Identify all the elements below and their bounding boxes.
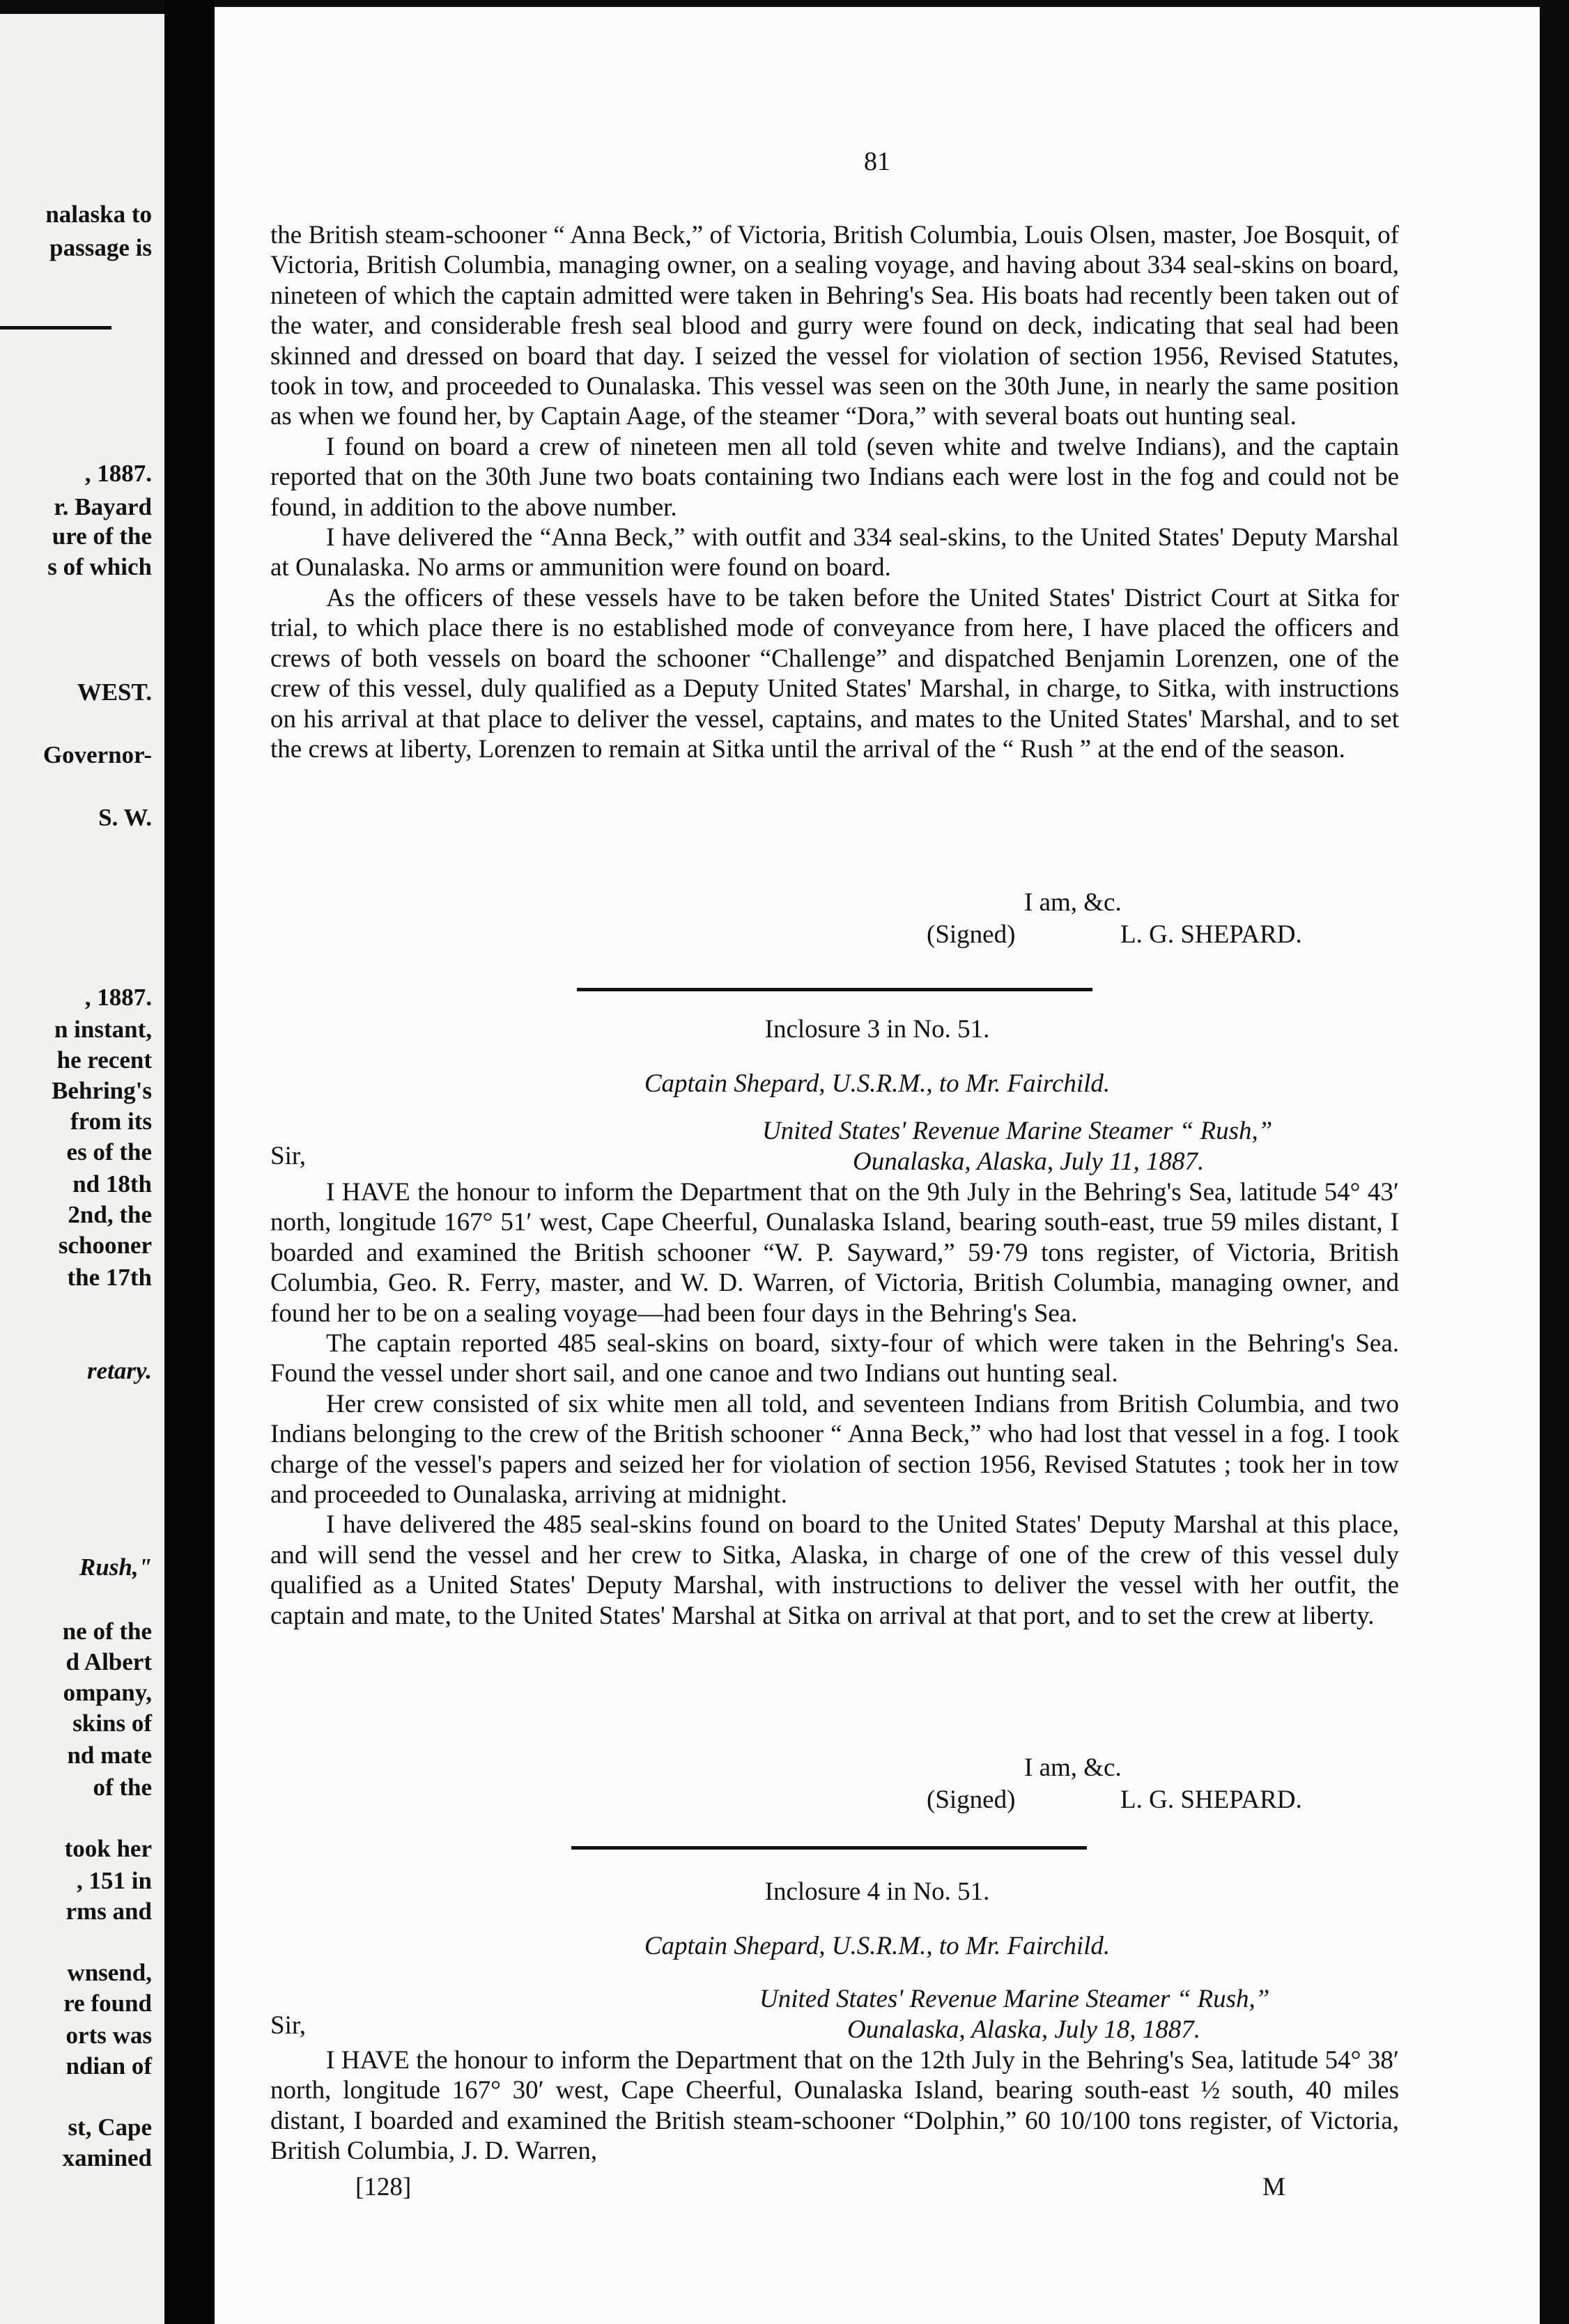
margin-line: , 1887. bbox=[84, 984, 152, 1011]
paragraph: I have delivered the “Anna Beck,” with outfit and 334 seal-skins, to the United States' Deputy Marshal at Ounalaska. No arms or ammunition were found on board. bbox=[270, 523, 1399, 582]
section1-body bbox=[270, 220, 1399, 764]
footer-signature-mark: M bbox=[1262, 2173, 1285, 2201]
adjacent-page-fragment bbox=[0, 14, 164, 2324]
margin-line: , 151 in bbox=[77, 1867, 152, 1894]
salutation: Sir, bbox=[270, 1142, 306, 1170]
paragraph: Her crew consisted of six white men all told, and seventeen Indians from British Columbia, and two Indians belonging to the crew of the British schooner “ Anna Beck,” who had lost that vessel in a fog. I took charge of the vessel's papers and seized her for violation of section 1956, Revised Statutes ; took her in tow and proceeded to Ounalaska, arriving at midnight. bbox=[270, 1389, 1399, 1510]
margin-line: WEST. bbox=[77, 679, 152, 706]
margin-line: Rush," bbox=[79, 1554, 152, 1581]
margin-line: of the bbox=[93, 1774, 152, 1801]
paragraph: the British steam-schooner “ Anna Beck,” of Victoria, British Columbia, Louis Olsen, master, Joe Bosquit, of Victoria, British Columbia, managing owner, on a sealing voyage, and having about 334 seal-skins on board, nineteen of which the captain admitted were taken in Behring's Sea. His boats had recently been taken out of the water, and considerable fresh seal blood and gurry were found on deck, indicating that seal had been skinned and dressed on board that day. I seized the vessel for violation of section 1956, Revised Statutes, took in tow, and proceeded to Ounalaska. This vessel was seen on the 30th June, in nearly the same position as when we found her, by Captain Aage, of the steamer “Dora,” with several boats out hunting seal. bbox=[270, 221, 1399, 431]
inclosure3-body bbox=[270, 1177, 1399, 1631]
margin-line: r. Bayard bbox=[54, 493, 152, 520]
margin-line: ndian of bbox=[65, 2052, 152, 2079]
address-line: United States' Revenue Marine Steamer “ Rush,” bbox=[762, 1117, 1273, 1145]
section-divider bbox=[571, 1846, 1087, 1850]
margin-line: nd 18th bbox=[72, 1170, 152, 1198]
section-divider bbox=[577, 988, 1092, 991]
address-line: United States' Revenue Marine Steamer “ Rush,” bbox=[759, 1985, 1270, 2013]
paragraph: The captain reported 485 seal-skins on board, sixty-four of which were taken in the Behring's Sea. Found the vessel under short sail, and one canoe and two Indians out hunting seal. bbox=[270, 1329, 1399, 1388]
book-gutter bbox=[164, 0, 215, 2324]
margin-line: 2nd, the bbox=[68, 1201, 152, 1228]
margin-rule bbox=[0, 326, 111, 330]
margin-line: the 17th bbox=[67, 1264, 152, 1291]
paragraph: As the officers of these vessels have to be taken before the United States' District Court at Sitka for trial, to which place there is no established mode of conveyance from here, I have placed the officers and crews of both vessels on board the schooner “Challenge” and dispatched Benjamin Lorenzen, one of the crew of this vessel, duly qualified as a Deputy United States' Marshal, in charge, to Sitka, with instructions on his arrival at that place to deliver the vessel, captains, and mates to the United States' Marshal, and to set the crews at liberty, Lorenzen to remain at Sitka until the arrival of the “ Rush ” at the end of the season. bbox=[270, 583, 1399, 764]
margin-line: nalaska to bbox=[45, 201, 152, 228]
margin-line: from its bbox=[70, 1108, 152, 1135]
closing: I am, &c. bbox=[1024, 888, 1122, 917]
margin-line: Governor- bbox=[42, 741, 152, 768]
inclosure4-body bbox=[270, 2045, 1399, 2167]
margin-line: skins of bbox=[72, 1710, 152, 1737]
signer-name: L. G. SHEPARD. bbox=[1120, 920, 1302, 949]
main-page bbox=[215, 7, 1540, 2324]
footer-page-mark: [128] bbox=[355, 2173, 412, 2201]
margin-line: ompany, bbox=[63, 1679, 152, 1706]
margin-line: nd mate bbox=[67, 1742, 152, 1769]
margin-line: took her bbox=[64, 1835, 152, 1862]
margin-line: ure of the bbox=[52, 522, 152, 550]
salutation: Sir, bbox=[270, 2011, 306, 2040]
margin-line: d Albert bbox=[65, 1648, 152, 1675]
signed-label: (Signed) bbox=[927, 920, 1016, 949]
paragraph: I HAVE the honour to inform the Department that on the 9th July in the Behring's Sea, latitude 54° 43′ north, longitude 167° 51′ west, Cape Cheerful, Ounalaska Island, bearing south-east, true 59 miles distant, I boarded and examined the British schooner “W. P. Sayward,” 59·79 tons register, of Victoria, British Columbia, Geo. R. Ferry, master, and W. D. Warren, of Victoria, British Columbia, managing owner, and found her to be on a sealing voyage—had been four days in the Behring's Sea. bbox=[270, 1178, 1399, 1328]
paragraph: I found on board a crew of nineteen men all told (seven white and twelve Indians), and the captain reported that on the 30th June two boats containing two Indians each were lost in the fog and could not be found, in addition to the above number. bbox=[270, 432, 1399, 522]
page-number: 81 bbox=[864, 147, 890, 176]
margin-line: s of which bbox=[47, 553, 152, 580]
address-line: Ounalaska, Alaska, July 18, 1887. bbox=[847, 2015, 1200, 2044]
margin-line: S. W. bbox=[98, 804, 152, 831]
paragraph: I have delivered the 485 seal-skins found on board to the United States' Deputy Marshal at this place, and will send the vessel and her crew to Sitka, Alaska, in charge of one of the crew of this vessel duly qualified as a United States' Deputy Marshal, with instructions to deliver the vessel with her outfit, the captain and mate, to the United States' Marshal at Sitka on arrival at that port, and to set the crew at liberty. bbox=[270, 1510, 1399, 1630]
margin-line: xamined bbox=[62, 2144, 152, 2171]
margin-line: n instant, bbox=[54, 1016, 152, 1043]
signer-name: L. G. SHEPARD. bbox=[1120, 1785, 1302, 1814]
margin-line: st, Cape bbox=[68, 2114, 152, 2141]
margin-line: rms and bbox=[65, 1898, 152, 1925]
margin-line: orts was bbox=[65, 2022, 152, 2049]
inclosure-subheading: Captain Shepard, U.S.R.M., to Mr. Fairchild. bbox=[644, 1932, 1111, 1960]
margin-line: es of the bbox=[66, 1138, 152, 1165]
margin-line: passage is bbox=[49, 234, 152, 261]
inclosure-subheading: Captain Shepard, U.S.R.M., to Mr. Fairchild. bbox=[644, 1069, 1111, 1098]
margin-line: , 1887. bbox=[84, 460, 152, 487]
margin-line: Behring's bbox=[52, 1077, 152, 1104]
margin-line: he recent bbox=[56, 1046, 152, 1074]
address-line: Ounalaska, Alaska, July 11, 1887. bbox=[853, 1147, 1205, 1176]
closing: I am, &c. bbox=[1024, 1753, 1122, 1782]
inclosure-heading: Inclosure 3 in No. 51. bbox=[764, 1015, 990, 1044]
margin-line: schooner bbox=[58, 1232, 152, 1259]
paragraph: I HAVE the honour to inform the Department that on the 12th July in the Behring's Sea, latitude 54° 38′ north, longitude 167° 30′ west, Cape Cheerful, Ounalaska Island, bearing south-east ½ south, 40 miles distant, I boarded and examined the British steam-schooner “Dolphin,” 60 10/100 tons register, of Victoria, British Columbia, J. D. Warren, bbox=[270, 2046, 1399, 2166]
margin-line: ne of the bbox=[62, 1618, 152, 1645]
signed-label: (Signed) bbox=[927, 1785, 1016, 1814]
margin-line: retary. bbox=[87, 1357, 152, 1384]
inclosure-heading: Inclosure 4 in No. 51. bbox=[764, 1877, 990, 1906]
margin-line: wnsend, bbox=[67, 1959, 152, 1986]
margin-line: re found bbox=[63, 1990, 152, 2017]
